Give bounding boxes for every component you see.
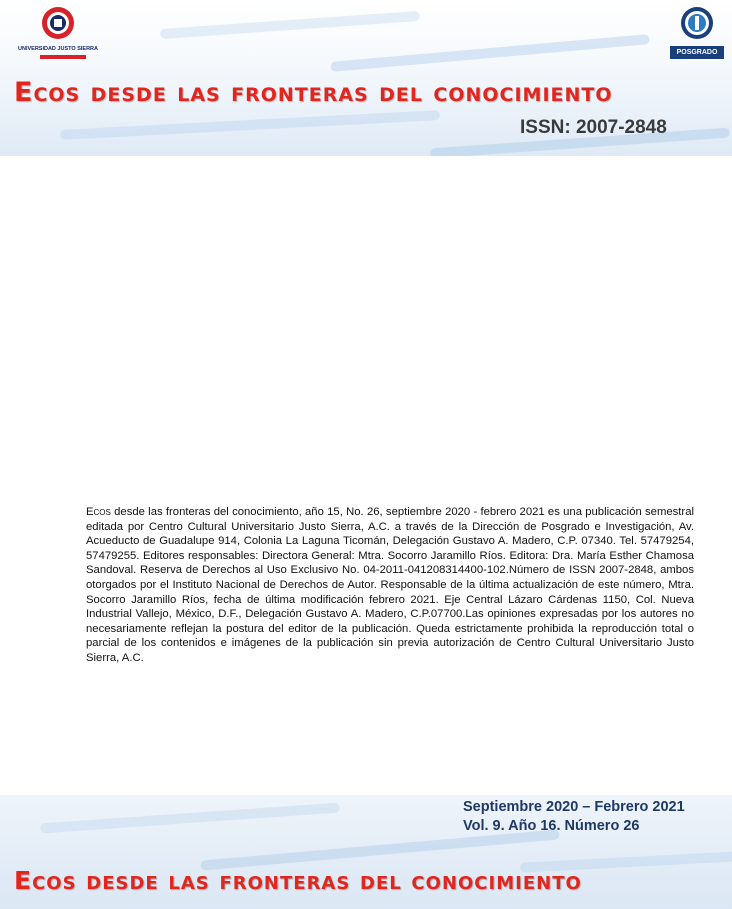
posgrado-label: POSGRADO — [670, 46, 724, 59]
banner-streak — [160, 11, 420, 39]
university-seal-icon — [41, 6, 75, 40]
footer-journal-title: Ecos desde las fronteras del conocimiento — [14, 866, 582, 895]
banner-streak — [40, 803, 340, 834]
university-logo — [18, 6, 98, 62]
banner-streak — [60, 110, 440, 140]
header-banner — [0, 0, 732, 156]
banner-streak — [330, 34, 650, 72]
posgrado-logo — [670, 6, 724, 60]
issue-volume: Vol. 9. Año 16. Número 26 — [463, 818, 640, 834]
journal-word: Ecos — [86, 506, 111, 518]
journal-title: Ecos desde las fronteras del conocimiento — [14, 77, 613, 108]
university-name: UNIVERSIDAD JUSTO SIERRA — [18, 46, 98, 52]
legal-notice — [86, 505, 694, 666]
issue-date-range: Septiembre 2020 – Febrero 2021 — [463, 799, 685, 815]
banner-streak — [200, 829, 560, 870]
legal-notice-text: desde las fronteras del conocimiento, año 15, No. 26, septiembre 2020 - febrero 2021 es una publicación semestral editada por Centro Cultural Universitario Justo Sierra, A.C. a través de la Dirección de Posgrado e Investigación, Av. Acueducto de Guadalupe 914, Colonia La Laguna Ticomán, Delegación Gustavo A. Madero, C.P. 07340. Tel. 57479254, 57479255. Editores responsables: Directora General: Mtra. Socorro Jaramillo Ríos. Editora: Dra. María Esther Chamosa Sandoval. Reserva de Derechos al Uso Exclusivo No. 04-2011-041208314400-102.Número de ISSN 2007-2848, ambos otorgados por el Instituto Nacional de Derechos de Autor. Responsable de la última actualización de este número, Mtra. Socorro Jaramillo Ríos, fecha de última modificación febrero 2021. Eje Central Lázaro Cárdenas 1150, Col. Nueva Industrial Vallejo, México, D.F., Delegación Gustavo A. Madero, C.P.07700.Las opiniones expresadas por los autores no necesariamente reflejan la postura del editor de la publicación. Queda estrictamente prohibida la reproducción total o parcial de los contenidos e imágenes de la publicación sin previa autorización de Centro Cultural Universitario Justo Sierra, A.C. — [86, 506, 694, 664]
issn-label: ISSN: 2007-2848 — [520, 117, 667, 138]
posgrado-seal-icon — [680, 6, 714, 40]
university-ribbon — [40, 55, 86, 59]
